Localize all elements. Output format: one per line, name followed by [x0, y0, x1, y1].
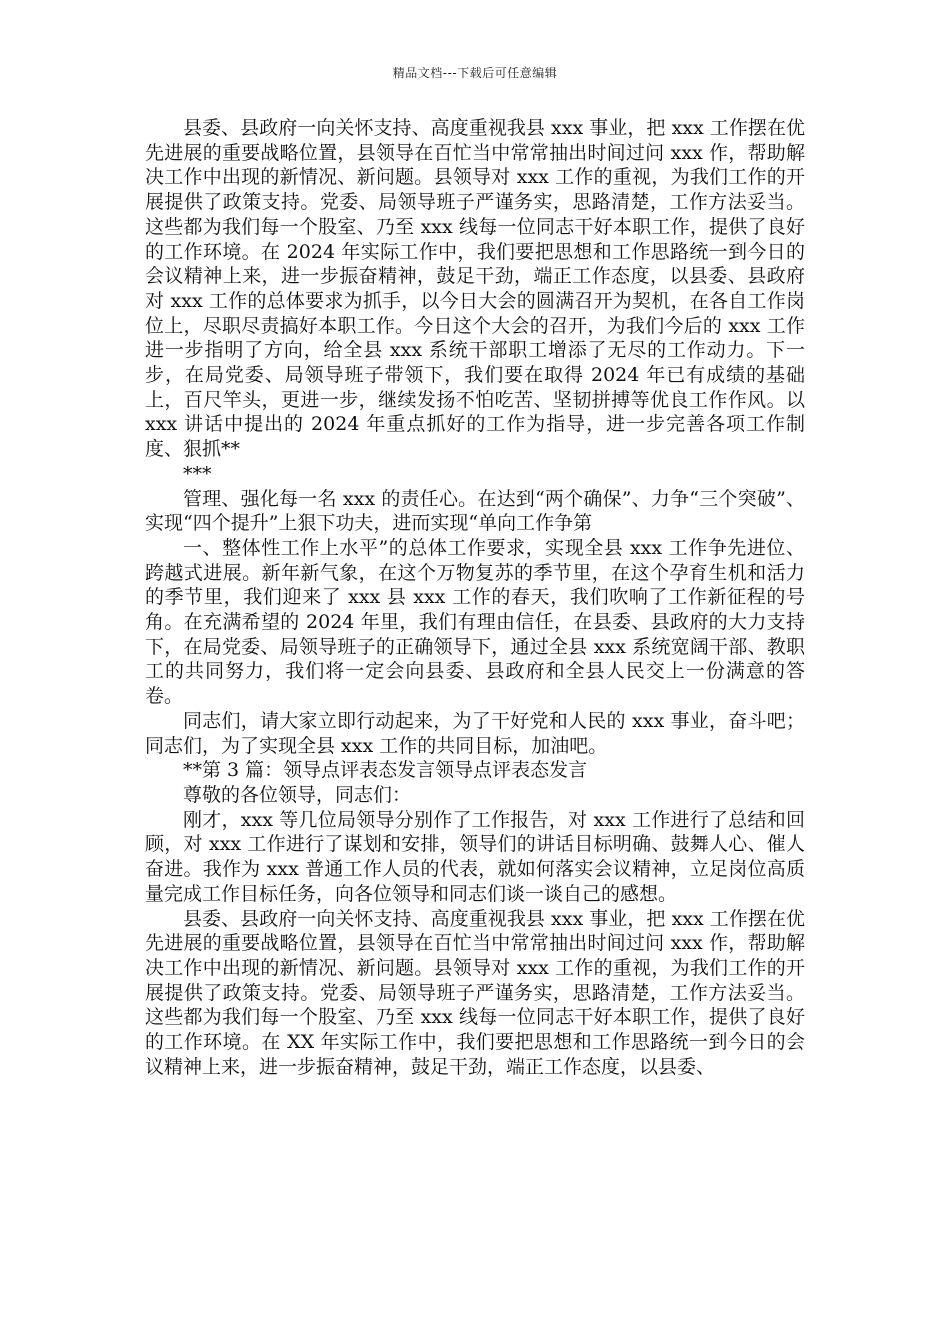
salutation: 尊敬的各位领导，同志们：: [183, 783, 412, 806]
paragraph: 刚才，xxx 等几位局领导分别作了工作报告，对 xxx 工作进行了总结和回顾，对 xxx 工作进行了谋划和安排，领导们的讲话目标明确、鼓舞人心、催人奋进。我作为 xxx 普通工作人员的代表，就如何落实会议精神，立足岗位高质量完成工作目标任务，向各位领导和同志们谈一谈自己的感想。: [145, 808, 805, 905]
paragraph: 一、整体性工作上水平”的总体工作要求，实现全县 xxx 工作争先进位、跨越式进展。新年新气象，在这个万物复苏的季节里，在这个孕育生机和活力的季节里，我们迎来了 xxx 县 xxx 工作的春天，我们吹响了工作新征程的号角。在充满希望的 2024 年里，我们有理由信任，在县委、县政府的大力支持下，在局党委、局领导班子的正确领导下，通过全县 xxx 系统宽阔干部、教职工的共同努力，我们将一定会向县委、县政府和全县人民交上一份满意的答卷。: [145, 536, 805, 708]
document-body: [145, 116, 805, 1079]
page-header: 精品文档---下载后可任意编辑: [392, 66, 558, 80]
section-heading: **第 3 篇：领导点评表态发言领导点评表态发言: [183, 759, 588, 782]
paragraph: ***: [183, 462, 212, 485]
paragraph: 县委、县政府一向关怀支持、高度重视我县 xxx 事业，把 xxx 工作摆在优先进展的重要战略位置，县领导在百忙当中常常抽出时间过问 xxx 作，帮助解决工作中出现的新情况、新问题。县领导对 xxx 工作的重视，为我们工作的开展提供了政策支持。党委、局领导班子严谨务实，思路清楚，工作方法妥当。这些都为我们每一个股室、乃至 xxx 线每一位同志干好本职工作，提供了良好的工作环境。在 2024 年实际工作中，我们要把思想和工作思路统一到今日的会议精神上来，进一步振奋精神，鼓足干劲，端正工作态度，以县委、县政府对 xxx 工作的总体要求为抓手，以今日大会的圆满召开为契机，在各自工作岗位上，尽职尽责搞好本职工作。今日这个大会的召开，为我们今后的 xxx 工作进一步指明了方向，给全县 xxx 系统干部职工增添了无尽的工作动力。下一步，在局党委、局领导班子带领下，我们要在取得 2024 年已有成绩的基础上，百尺竿头，更进一步，继续发扬不怕吃苦、坚韧拼搏等优良工作作风。以 xxx 讲话中提出的 2024 年重点抓好的工作为指导，进一步完善各项工作制度、狠抓**: [145, 117, 805, 461]
paragraph: 县委、县政府一向关怀支持、高度重视我县 xxx 事业，把 xxx 工作摆在优先进展的重要战略位置，县领导在百忙当中常常抽出时间过问 xxx 作，帮助解决工作中出现的新情况、新问题。县领导对 xxx 工作的重视，为我们工作的开展提供了政策支持。党委、局领导班子严谨务实，思路清楚，工作方法妥当。这些都为我们每一个股室、乃至 xxx 线每一位同志干好本职工作，提供了良好的工作环境。在 XX 年实际工作中，我们要把思想和工作思路统一到今日的会议精神上来，进一步振奋精神，鼓足干劲，端正工作态度，以县委、: [145, 907, 805, 1078]
paragraph: 管理、强化每一名 xxx 的责任心。在达到“两个确保”、力争“三个突破”、实现“四个提升”上狠下功夫，进而实现“单向工作争第: [145, 487, 805, 535]
paragraph: 同志们，请大家立即行动起来，为了干好党和人民的 xxx 事业，奋斗吧；同志们，为了实现全县 xxx 工作的共同目标，加油吧。: [145, 709, 805, 757]
